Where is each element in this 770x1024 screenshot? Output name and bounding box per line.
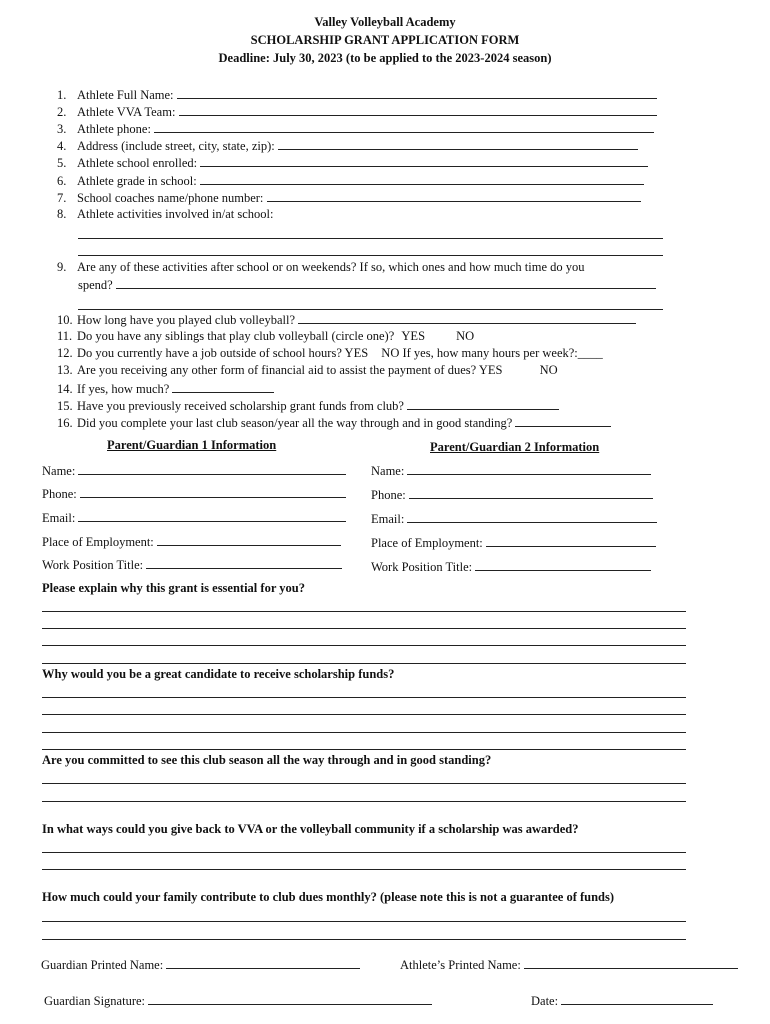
- question-15: 15. Have you previously received scholarship grant funds from club?: [57, 398, 559, 414]
- question-2: 2. Athlete VVA Team:: [57, 104, 657, 120]
- guardian-1-email: Email:: [42, 510, 346, 526]
- job-hours-field[interactable]: If yes, how many hours per week?:____: [402, 346, 603, 360]
- essay-1-prompt: Please explain why this grant is essential for you?: [42, 581, 305, 595]
- guardian-2-heading: Parent/Guardian 2 Information: [430, 440, 600, 454]
- guardian-signature-field[interactable]: [148, 993, 432, 1005]
- address-field[interactable]: [278, 138, 638, 150]
- guardian-1-email-field[interactable]: [78, 510, 346, 522]
- guardian-1-employment: Place of Employment:: [42, 534, 341, 550]
- athlete-phone-field[interactable]: [154, 121, 654, 133]
- question-12: 12. Do you currently have a job outside of school hours? YES NO If yes, how many hours per week?:____: [57, 346, 603, 360]
- question-5: 5. Athlete school enrolled:: [57, 155, 648, 171]
- aid-amount-field[interactable]: [172, 381, 274, 393]
- essay-2-line-4[interactable]: [42, 749, 686, 750]
- guardian-1-phone-field[interactable]: [80, 486, 346, 498]
- question-8: 8. Athlete activities involved in/at school:: [57, 207, 274, 221]
- guardian-2-position: Work Position Title:: [371, 559, 651, 575]
- coaches-field[interactable]: [267, 190, 641, 202]
- guardian-2-email: Email:: [371, 511, 657, 527]
- guardian-1-employment-field[interactable]: [157, 534, 341, 546]
- question-14: 14. If yes, how much?: [57, 381, 274, 397]
- essay-2-line-3[interactable]: [42, 732, 686, 733]
- essay-2-line-1[interactable]: [42, 697, 686, 698]
- guardian-1-position: Work Position Title:: [42, 557, 342, 573]
- guardian-1-name: Name:: [42, 463, 346, 479]
- aid-no-option[interactable]: NO: [539, 363, 558, 377]
- guardian-2-phone-field[interactable]: [409, 487, 653, 499]
- essay-3-line-2[interactable]: [42, 801, 686, 802]
- team-field[interactable]: [179, 104, 657, 116]
- previous-grant-field[interactable]: [407, 398, 559, 410]
- essay-2-line-2[interactable]: [42, 714, 686, 715]
- grade-field[interactable]: [200, 173, 644, 185]
- question-11: 11. Do you have any siblings that play club volleyball (circle one)? YES NO: [57, 329, 475, 343]
- guardian-2-phone: Phone:: [371, 487, 653, 503]
- guardian-printed-name: Guardian Printed Name:: [41, 957, 360, 973]
- essay-4-prompt: In what ways could you give back to VVA or the volleyball community if a scholarship was awarded?: [42, 822, 579, 836]
- question-1: 1. Athlete Full Name:: [57, 87, 657, 103]
- essay-1-line-1[interactable]: [42, 611, 686, 612]
- job-no-option[interactable]: NO: [381, 346, 400, 360]
- guardian-signature: Guardian Signature:: [44, 993, 432, 1009]
- question-10: 10. How long have you played club volleyball?: [57, 312, 636, 328]
- job-yes-option[interactable]: YES: [344, 346, 369, 360]
- question-16: 16. Did you complete your last club season/year all the way through and in good standing?: [57, 415, 611, 431]
- activities-time-field[interactable]: [116, 277, 656, 289]
- question-3: 3. Athlete phone:: [57, 121, 654, 137]
- years-played-field[interactable]: [298, 312, 636, 324]
- aid-yes-option[interactable]: YES: [478, 363, 503, 377]
- question-9-cont: spend?: [78, 277, 656, 293]
- guardian-2-employment: Place of Employment:: [371, 535, 656, 551]
- guardian-1-phone: Phone:: [42, 486, 346, 502]
- essay-5-line-1[interactable]: [42, 921, 686, 922]
- guardian-printed-name-field[interactable]: [166, 957, 360, 969]
- essay-3-prompt: Are you committed to see this club season all the way through and in good standing?: [42, 753, 492, 767]
- guardian-2-position-field[interactable]: [475, 559, 651, 571]
- guardian-1-name-field[interactable]: [78, 463, 346, 475]
- essay-1-line-3[interactable]: [42, 645, 686, 646]
- question-6: 6. Athlete grade in school:: [57, 173, 644, 189]
- athlete-printed-name: Athlete’s Printed Name:: [400, 957, 738, 973]
- good-standing-field[interactable]: [515, 415, 611, 427]
- siblings-yes-option[interactable]: YES: [401, 329, 426, 343]
- guardian-2-employment-field[interactable]: [486, 535, 656, 547]
- school-field[interactable]: [200, 155, 648, 167]
- siblings-no-option[interactable]: NO: [456, 329, 475, 343]
- form-title: SCHOLARSHIP GRANT APPLICATION FORM: [250, 33, 520, 47]
- guardian-2-name-field[interactable]: [407, 463, 651, 475]
- signature-date: Date:: [531, 993, 713, 1009]
- activities-line-2[interactable]: [78, 255, 663, 256]
- athlete-printed-name-field[interactable]: [524, 957, 738, 969]
- essay-5-prompt: How much could your family contribute to club dues monthly? (please note this is not a guarantee of funds): [42, 890, 615, 904]
- org-name: Valley Volleyball Academy: [314, 15, 456, 29]
- guardian-1-heading: Parent/Guardian 1 Information: [107, 438, 277, 452]
- question-4: 4. Address (include street, city, state, zip):: [57, 138, 638, 154]
- guardian-2-name: Name:: [371, 463, 651, 479]
- essay-3-line-1[interactable]: [42, 783, 686, 784]
- essay-4-line-1[interactable]: [42, 852, 686, 853]
- date-field[interactable]: [561, 993, 713, 1005]
- essay-4-line-2[interactable]: [42, 869, 686, 870]
- question-7: 7. School coaches name/phone number:: [57, 190, 641, 206]
- essay-2-prompt: Why would you be a great candidate to receive scholarship funds?: [42, 667, 395, 681]
- athlete-name-field[interactable]: [177, 87, 657, 99]
- question-9: 9. Are any of these activities after school or on weekends? If so, which ones and how much time do you: [57, 260, 585, 274]
- question-13: 13. Are you receiving any other form of financial aid to assist the payment of dues? YES NO: [57, 363, 558, 377]
- guardian-1-position-field[interactable]: [146, 557, 342, 569]
- essay-1-line-4[interactable]: [42, 663, 686, 664]
- guardian-2-email-field[interactable]: [407, 511, 657, 523]
- deadline: Deadline: July 30, 2023 (to be applied to the 2023-2024 season): [218, 51, 552, 65]
- essay-1-line-2[interactable]: [42, 628, 686, 629]
- essay-5-line-2[interactable]: [42, 939, 686, 940]
- activities-line-1[interactable]: [78, 238, 663, 239]
- activities-time-line-2[interactable]: [78, 309, 663, 310]
